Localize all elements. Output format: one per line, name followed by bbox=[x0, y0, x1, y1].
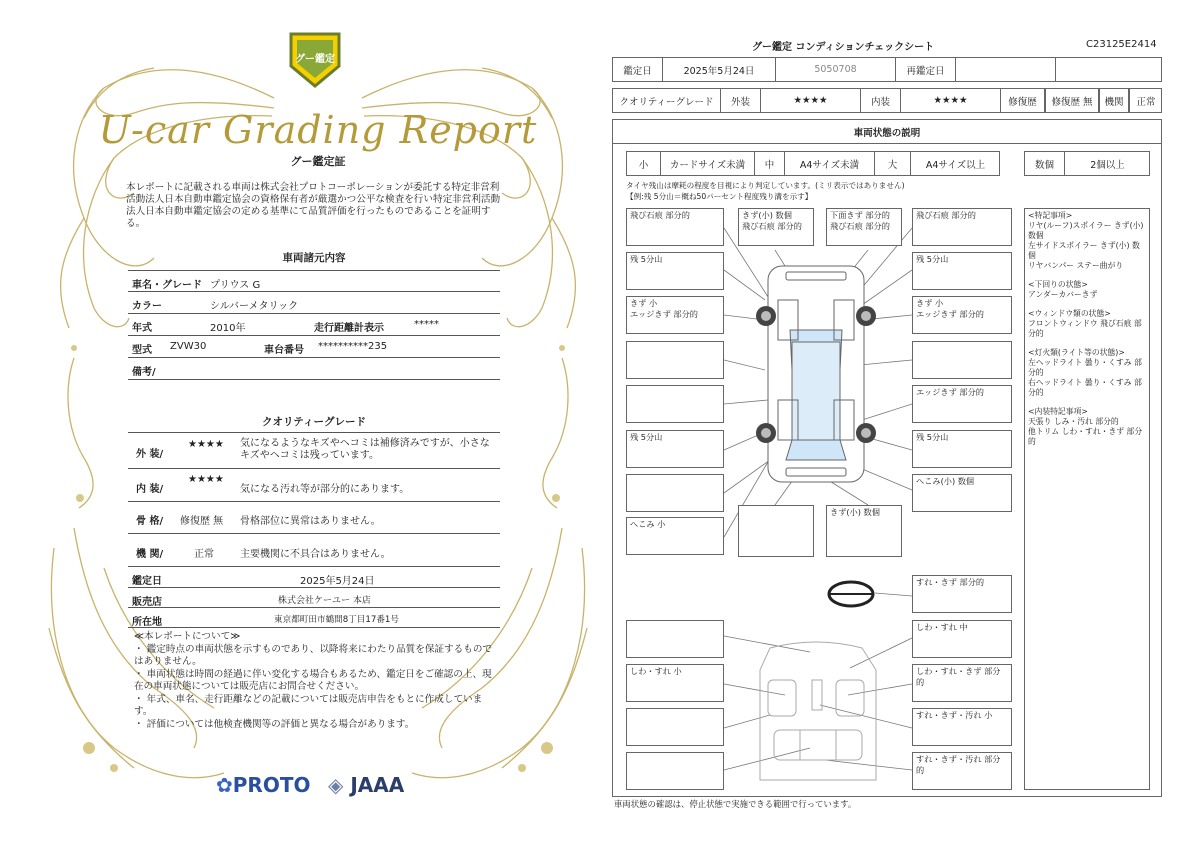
dealer-value: 株式会社ケーユー 本店 bbox=[278, 596, 371, 606]
grade-interior-text: 気になる汚れ等が部分的にあります。 bbox=[240, 484, 410, 495]
grade-heading: クオリティーグレード bbox=[262, 416, 366, 428]
notes-item: ・ 車両状態は時間の経過に伴い変化する場合もあるため、鑑定日をご確認の上、現在の車両状態については販売店にお問合せください。 bbox=[134, 669, 492, 692]
size-medium-label: 中 bbox=[755, 152, 785, 175]
grade-engine-label: 機 関/ bbox=[136, 549, 164, 560]
damage-box-bottom-1 bbox=[738, 505, 814, 557]
address-label: 所在地 bbox=[132, 617, 162, 628]
spec-mileage-value: ***** bbox=[414, 319, 439, 330]
damage-box-left-5 bbox=[626, 385, 724, 423]
size-small-label: 小 bbox=[627, 152, 661, 175]
spec-model-value: ZVW30 bbox=[170, 341, 207, 352]
certificate-subtitle: グー鑑定証 bbox=[290, 155, 346, 168]
proto-logo-text: PROTO bbox=[232, 773, 311, 797]
sheet-id: C23125E2414 bbox=[1086, 39, 1157, 50]
spec-mileage-label: 走行距離計表示 bbox=[314, 323, 384, 334]
dealer-label: 販売店 bbox=[132, 597, 162, 608]
grade-exterior-stars: ★★★★ bbox=[188, 439, 224, 450]
size-large-label: 大 bbox=[875, 152, 911, 175]
interior-box-right-3: しわ・すれ・きず 部分的 bbox=[912, 664, 1012, 702]
size-small-desc: カードサイズ未満 bbox=[661, 152, 755, 175]
spec-chassis-label: 車台番号 bbox=[264, 345, 304, 356]
certificate-intro: 本レポートに記載される車両は株式会社プロトコーポレーションが委託する特定非営利活動法人日本自動車鑑定協会の資格保有者が厳選かつ公平な検査を行い特定非営利活動法人日本自動車鑑定協会の定める基準にて品質評価を行ったものであることを証明する。 bbox=[126, 182, 501, 229]
report-script-title: U-car Grading Report bbox=[98, 108, 538, 152]
spec-year-value: 2010年 bbox=[210, 323, 246, 334]
damage-box-left-3: きず 小 エッジきず 部分的 bbox=[626, 296, 724, 334]
spec-color-label: カラー bbox=[132, 301, 162, 312]
notes-item: ・ 年式、車名、走行距離などの記載については販売店申告をもとに作成しています。 bbox=[134, 694, 483, 717]
damage-box-left-4 bbox=[626, 341, 724, 379]
quality-grade-label: クオリティーグレード bbox=[613, 89, 721, 112]
count-label: 数個 bbox=[1025, 152, 1065, 175]
grade-interior-label: 内 装/ bbox=[136, 484, 164, 495]
damage-box-bottom-2: きず(小) 数個 bbox=[826, 505, 902, 557]
car-interior-view bbox=[760, 642, 876, 780]
notes-item: ・ 鑑定時点の車両状態を示すものであり、以降将来にわたり品質を保証するものではありません。 bbox=[134, 644, 493, 667]
damage-box-top-2: 下面きず 部分的 飛び石痕 部分的 bbox=[826, 208, 902, 246]
tire-note-2: 【例:残 5分山＝概ね50パーセント程度残り溝を示す】 bbox=[626, 192, 813, 201]
interior-box-left-4 bbox=[626, 752, 724, 790]
grade-frame-label: 骨 格/ bbox=[136, 516, 164, 527]
size-large-desc: A4サイズ以上 bbox=[925, 159, 986, 171]
condition-heading: 車両状態の説明 bbox=[612, 119, 1162, 144]
appraisal-date-label: 鑑定日 bbox=[132, 576, 162, 587]
damage-box-right-2: 残 5分山 bbox=[912, 252, 1012, 290]
repair-history-label: 修復歴 bbox=[1001, 89, 1045, 112]
tire-note-1: タイヤ残山は摩耗の程度を目視により判定しています。(ミリ表示ではありません) bbox=[626, 181, 905, 190]
address-value: 東京都町田市鶴間8丁目17番1号 bbox=[274, 615, 399, 625]
damage-box-top-1: きず(小) 数個 飛び石痕 部分的 bbox=[738, 208, 814, 246]
spec-name-label: 車名・グレード bbox=[132, 280, 202, 291]
exterior-label: 外装 bbox=[721, 89, 761, 112]
notes-interior: <内装特記事項> 天張り しみ・汚れ 部分的 他トリム しわ・すれ・きず 部分的 bbox=[1028, 407, 1143, 446]
damage-box-left-7 bbox=[626, 474, 724, 512]
sheet-title: グー鑑定 コンディションチェックシート bbox=[752, 42, 935, 53]
interior-stars: ★★★★ bbox=[901, 89, 1001, 112]
repair-history-value: 修復歴 無 bbox=[1045, 89, 1099, 112]
damage-box-left-8: へこみ 小 bbox=[626, 517, 724, 555]
size-medium-desc: A4サイズ未満 bbox=[785, 152, 875, 175]
jaaa-logo-text: JAAA bbox=[350, 773, 405, 797]
notes-title: ≪本レポートについて≫ bbox=[134, 631, 241, 642]
date-label: 鑑定日 bbox=[613, 58, 663, 81]
spec-color-value: シルバーメタリック bbox=[210, 301, 299, 312]
engine-value: 正常 bbox=[1129, 89, 1162, 112]
grade-engine-value: 正常 bbox=[194, 549, 214, 560]
damage-box-right-4 bbox=[912, 341, 1012, 379]
special-notes-panel bbox=[1024, 208, 1150, 790]
notes-lights: <灯火類(ライト等の状態)> 左ヘッドライト 曇り・くすみ 部分的 右ヘッドライト 曇り・くすみ 部分的 bbox=[1028, 348, 1142, 397]
sheet-footer-note: 車両状態の確認は、停止状態で実施できる範囲で行っています。 bbox=[614, 799, 857, 809]
date-value: 2025年5月24日 bbox=[663, 58, 776, 81]
notes-special: <特記事項> リヤ(ルーフ)スポイラー きず(小) 数個 左サイドスポイラー きず(小) 数個 リヤバンパー ステー曲がり bbox=[1028, 211, 1144, 270]
interior-box-left-2: しわ・すれ 小 bbox=[626, 664, 724, 702]
reappraisal-label: 再鑑定日 bbox=[896, 58, 956, 81]
badge-label: グー鑑定 bbox=[295, 54, 335, 65]
notes-windows: <ウィンドウ類の状態> フロントウィンドウ 飛び石痕 部分的 bbox=[1028, 309, 1142, 338]
spec-model-label: 型式 bbox=[132, 345, 152, 356]
damage-box-right-6: 残 5分山 bbox=[912, 430, 1012, 468]
notes-underbody: <下回りの状態> アンダーカバーきず bbox=[1028, 280, 1098, 299]
interior-box-right-5: すれ・きず・汚れ 部分的 bbox=[912, 752, 1012, 790]
grade-exterior-text: 気になるようなキズやヘコミは補修済みですが、小さなキズやヘコミは残っています。 bbox=[240, 438, 490, 461]
interior-box-left-3 bbox=[626, 708, 724, 746]
spec-heading: 車両諸元内容 bbox=[282, 252, 346, 264]
notes-item: ・ 評価については他検査機関等の評価と異なる場合があります。 bbox=[134, 719, 415, 730]
record-number: 5050708 bbox=[776, 58, 896, 81]
count-desc: 2個以上 bbox=[1090, 159, 1125, 171]
grade-frame-text: 骨格部位に異常はありません。 bbox=[240, 516, 381, 527]
engine-label: 機関 bbox=[1099, 89, 1129, 112]
damage-box-right-3: きず 小 エッジきず 部分的 bbox=[912, 296, 1012, 334]
car-top-view bbox=[768, 266, 864, 482]
grade-frame-value: 修復歴 無 bbox=[180, 516, 224, 527]
appraisal-date-value: 2025年5月24日 bbox=[300, 576, 375, 587]
steering-wheel-icon bbox=[829, 582, 873, 606]
interior-box-right-4: すれ・きず・汚れ 小 bbox=[912, 708, 1012, 746]
grade-interior-stars: ★★★★ bbox=[188, 474, 224, 485]
interior-label: 内装 bbox=[861, 89, 901, 112]
damage-box-left-1: 飛び石痕 部分的 bbox=[626, 208, 724, 246]
damage-box-left-6: 残 5分山 bbox=[626, 430, 724, 468]
damage-box-right-5: エッジきず 部分的 bbox=[912, 385, 1012, 423]
spec-chassis-value: **********235 bbox=[318, 341, 388, 352]
interior-box-right-2: しわ・すれ 中 bbox=[912, 620, 1012, 658]
grade-engine-text: 主要機関に不具合はありません。 bbox=[240, 549, 391, 560]
interior-box-left-1 bbox=[626, 620, 724, 658]
damage-box-right-7: へこみ(小) 数個 bbox=[912, 474, 1012, 512]
spec-year-label: 年式 bbox=[132, 323, 152, 334]
spec-name-value: プリウス G bbox=[210, 280, 261, 291]
jaaa-logo: ◈ JAAA bbox=[328, 773, 405, 797]
spec-remarks-label: 備考/ bbox=[132, 367, 156, 378]
proto-logo: ✿PROTO bbox=[216, 773, 311, 797]
damage-box-right-1: 飛び石痕 部分的 bbox=[912, 208, 1012, 246]
interior-box-right-1: すれ・きず 部分的 bbox=[912, 575, 1012, 613]
exterior-stars: ★★★★ bbox=[761, 89, 861, 112]
grade-exterior-label: 外 装/ bbox=[136, 449, 164, 460]
damage-box-left-2: 残 5分山 bbox=[626, 252, 724, 290]
